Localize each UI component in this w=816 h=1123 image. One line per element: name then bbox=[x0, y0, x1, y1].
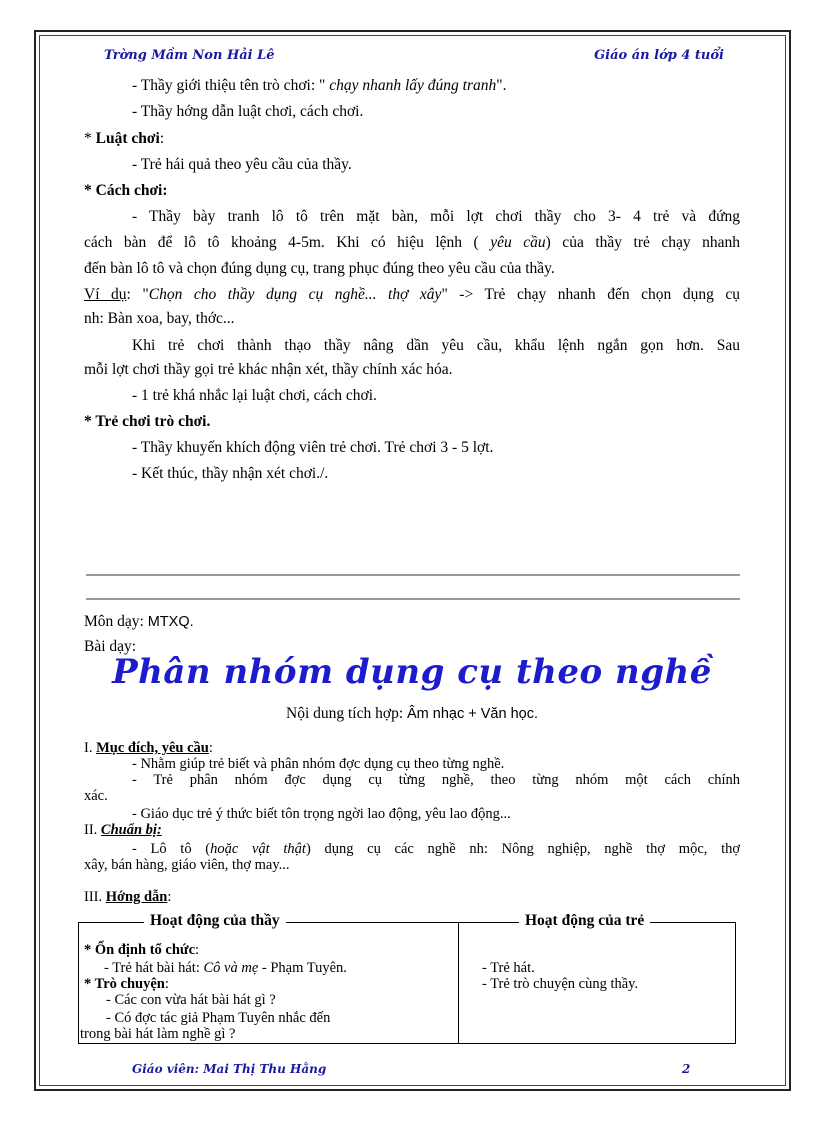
talk-heading: * Trò chuyện: bbox=[84, 976, 169, 992]
game-guide: - Thầy hớng dẫn luật chơi, cách chơi. bbox=[132, 103, 364, 120]
child-col-header: Hoạt động của trẻ bbox=[519, 912, 650, 930]
prep-2: xây, bán hàng, giáo viên, thợ may... bbox=[84, 857, 290, 873]
guide-heading: III. Hớng dẫn: bbox=[84, 889, 172, 905]
header-class: Giáo án lớp 4 tuổi bbox=[594, 48, 724, 63]
howto-line-1: - Thầy bày tranh lô tô trên mặt bàn, mỗi lợt chơi thầy cho 3- 4 trẻ và đứng bbox=[132, 208, 740, 225]
play-line-2: - Kết thúc, thầy nhận xét chơi./. bbox=[132, 465, 329, 482]
footer-page-number: 2 bbox=[682, 1062, 691, 1076]
talk-2: - Có đợc tác giả Phạm Tuyên nhắc đến bbox=[106, 1010, 331, 1026]
game-intro: - Thầy giới thiệu tên trò chơi: " chạy nhanh lấy đúng tranh". bbox=[132, 77, 507, 94]
example-line-1: Ví dụ: "Chọn cho thầy dụng cụ nghề... thợ xây" -> Trẻ chạy nhanh đến chọn dụng cụ bbox=[84, 286, 740, 303]
divider-top bbox=[86, 574, 740, 576]
play-heading: * Trẻ chơi trò chơi. bbox=[84, 413, 211, 430]
header-school: Trờng Mầm Non Hải Lê bbox=[104, 48, 275, 63]
repeat-line: - 1 trẻ khá nhắc lại luật chơi, cách chơi. bbox=[132, 387, 377, 404]
purpose-heading: I. Mục đích, yêu cầu: bbox=[84, 740, 213, 756]
talk-1: - Các con vừa hát bài hát gì ? bbox=[106, 992, 276, 1008]
purpose-3: - Giáo dục trẻ ý thức biết tôn trọng ngời lao động, yêu lao động... bbox=[132, 806, 511, 822]
stabilize-song: - Trẻ hát bài hát: Cô và mẹ - Phạm Tuyên. bbox=[104, 960, 347, 976]
advance-line-1: Khi trẻ chơi thành thạo thầy nâng dần yêu cầu, khẩu lệnh ngắn gọn hơn. Sau bbox=[132, 337, 740, 354]
advance-line-2: mỗi lợt chơi thầy gọi trẻ khác nhận xét, thầy chính xác hóa. bbox=[84, 361, 453, 378]
stabilize-heading: * Ổn định tổ chức: bbox=[84, 942, 200, 958]
lesson-label: Bài dạy: bbox=[84, 638, 137, 655]
example-line-2: nh: Bàn xoa, bay, thớc... bbox=[84, 310, 235, 327]
prep-heading: II. Chuẩn bị: bbox=[84, 822, 162, 838]
child-row-1: - Trẻ hát. bbox=[482, 960, 535, 976]
talk-3: trong bài hát làm nghề gì ? bbox=[80, 1026, 236, 1042]
rule-text: - Trẻ hái quả theo yêu cầu của thầy. bbox=[132, 156, 352, 173]
purpose-2b: xác. bbox=[84, 788, 108, 804]
teacher-col-header: Hoạt động của thầy bbox=[144, 912, 286, 930]
integration-line: Nội dung tích hợp: Âm nhạc + Văn học. bbox=[286, 705, 538, 722]
howto-line-3: đến bàn lô tô và chọn đúng dụng cụ, trang phục đúng theo yêu cầu của thầy. bbox=[84, 260, 555, 277]
child-row-2: - Trẻ trò chuyện cùng thầy. bbox=[482, 976, 639, 992]
purpose-2a: - Trẻ phân nhóm đợc dụng cụ từng nghề, theo từng nhóm một cách chính bbox=[132, 772, 740, 788]
purpose-1: - Nhằm giúp trẻ biết và phân nhóm đợc dụng cụ theo từng nghề. bbox=[132, 756, 505, 772]
play-line-1: - Thầy khuyến khích động viên trẻ chơi. Trẻ chơi 3 - 5 lợt. bbox=[132, 439, 494, 456]
prep-1: - Lô tô (hoặc vật thật) dụng cụ các nghề nh: Nông nghiệp, nghề thợ mộc, thợ bbox=[132, 841, 741, 857]
divider-bottom bbox=[86, 598, 740, 600]
footer-teacher: Giáo viên: Mai Thị Thu Hằng bbox=[132, 1062, 327, 1076]
howto-heading: * Cách chơi: bbox=[84, 182, 168, 199]
activity-table-divider bbox=[458, 922, 459, 1044]
lesson-title: Phân nhóm dụng cụ theo nghề bbox=[112, 652, 712, 692]
howto-line-2: cách bàn để lô tô khoảng 4-5m. Khi có hiệu lệnh ( yêu cầu) của thầy trẻ chạy nhanh bbox=[84, 234, 741, 251]
rules-heading: * Luật chơi: bbox=[84, 130, 165, 147]
subject-line: Môn dạy: MTXQ. bbox=[84, 613, 194, 630]
